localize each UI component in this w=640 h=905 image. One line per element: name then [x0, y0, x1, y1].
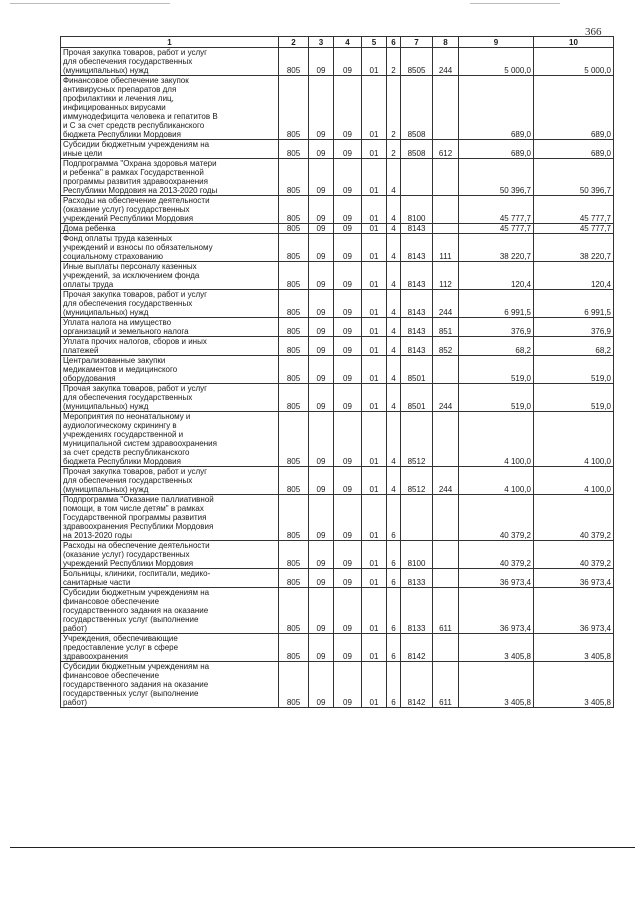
code-cs1: 01 [362, 569, 387, 588]
table-row [61, 140, 614, 159]
amount-total: 36 973,4 [534, 569, 614, 588]
amount-plan: 50 396,7 [459, 159, 534, 196]
code-rz: 09 [309, 318, 334, 337]
code-rz: 09 [309, 588, 334, 634]
code-rz: 09 [309, 196, 334, 224]
code-vr [433, 224, 459, 234]
code-vr [433, 495, 459, 541]
amount-plan: 6 991,5 [459, 290, 534, 318]
row-description: Фонд оплаты труда казенных учреждений и взносы по обязательному социальному страхованию [61, 234, 279, 262]
table-row [61, 234, 614, 262]
code-cs2: 6 [387, 569, 401, 588]
code-cs1: 01 [362, 262, 387, 290]
code-cs3: 8133 [401, 569, 433, 588]
row-description: Прочая закупка товаров, работ и услуг для обеспечения государственных (муниципальных) нужд [61, 384, 279, 412]
code-cs3: 8508 [401, 140, 433, 159]
code-cs2: 4 [387, 384, 401, 412]
table-row [61, 495, 614, 541]
code-vr [433, 159, 459, 196]
code-pr: 09 [334, 541, 362, 569]
table-row [61, 224, 614, 234]
amount-total: 50 396,7 [534, 159, 614, 196]
code-cs2: 4 [387, 290, 401, 318]
row-description: Иные выплаты персоналу казенных учреждений, за исключением фонда оплаты труда [61, 262, 279, 290]
code-cs1: 01 [362, 196, 387, 224]
header-cell: 8 [433, 37, 459, 48]
code-gr: 805 [279, 384, 309, 412]
code-cs1: 01 [362, 48, 387, 76]
code-cs3: 8512 [401, 412, 433, 467]
code-cs3: 8505 [401, 48, 433, 76]
table-row [61, 48, 614, 76]
code-cs3: 8142 [401, 662, 433, 708]
row-description: Больницы, клиники, госпитали, медико- санитарные части [61, 569, 279, 588]
code-cs1: 01 [362, 356, 387, 384]
code-vr: 244 [433, 384, 459, 412]
table-row [61, 662, 614, 708]
code-pr: 09 [334, 318, 362, 337]
amount-plan: 376,9 [459, 318, 534, 337]
code-cs3: 8143 [401, 262, 433, 290]
code-cs2: 4 [387, 318, 401, 337]
code-gr: 805 [279, 290, 309, 318]
row-description: Уплата прочих налогов, сборов и иных платежей [61, 337, 279, 356]
code-pr: 09 [334, 412, 362, 467]
code-cs1: 01 [362, 495, 387, 541]
code-cs2: 4 [387, 196, 401, 224]
code-rz: 09 [309, 662, 334, 708]
code-rz: 09 [309, 634, 334, 662]
code-pr: 09 [334, 262, 362, 290]
amount-plan: 689,0 [459, 140, 534, 159]
code-rz: 09 [309, 262, 334, 290]
top-scan-line-right [470, 3, 560, 4]
code-cs2: 4 [387, 262, 401, 290]
code-gr: 805 [279, 159, 309, 196]
amount-total: 68,2 [534, 337, 614, 356]
amount-total: 4 100,0 [534, 467, 614, 495]
header-cell: 7 [401, 37, 433, 48]
code-gr: 805 [279, 140, 309, 159]
amount-total: 45 777,7 [534, 196, 614, 224]
code-cs3 [401, 495, 433, 541]
code-cs3: 8501 [401, 384, 433, 412]
code-cs3: 8143 [401, 337, 433, 356]
amount-plan: 120,4 [459, 262, 534, 290]
code-pr: 09 [334, 159, 362, 196]
code-cs2: 4 [387, 159, 401, 196]
code-vr [433, 569, 459, 588]
code-pr: 09 [334, 224, 362, 234]
amount-plan: 3 405,8 [459, 634, 534, 662]
code-vr: 611 [433, 588, 459, 634]
row-description: Подпрограмма "Охрана здоровья матери и ребенка" в рамках Государственной программы развития здравоохранения Республики Мордовия на 2013-2020 годы [61, 159, 279, 196]
code-gr: 805 [279, 412, 309, 467]
code-cs2: 6 [387, 634, 401, 662]
code-vr: 112 [433, 262, 459, 290]
code-pr: 09 [334, 234, 362, 262]
table-row [61, 262, 614, 290]
header-cell: 10 [534, 37, 614, 48]
header-row [61, 37, 614, 48]
row-description: Субсидии бюджетным учреждениям на финансовое обеспечение государственного задания на оказание государственных услуг (выполнение работ) [61, 662, 279, 708]
amount-plan: 38 220,7 [459, 234, 534, 262]
code-vr: 851 [433, 318, 459, 337]
code-cs3: 8100 [401, 541, 433, 569]
code-cs3: 8143 [401, 318, 433, 337]
code-gr: 805 [279, 234, 309, 262]
table-row [61, 337, 614, 356]
code-cs2: 4 [387, 412, 401, 467]
amount-total: 5 000,0 [534, 48, 614, 76]
code-gr: 805 [279, 318, 309, 337]
amount-plan: 40 379,2 [459, 495, 534, 541]
amount-plan: 519,0 [459, 384, 534, 412]
amount-total: 40 379,2 [534, 541, 614, 569]
code-cs1: 01 [362, 541, 387, 569]
amount-total: 376,9 [534, 318, 614, 337]
code-vr [433, 356, 459, 384]
code-cs3: 8133 [401, 588, 433, 634]
code-vr: 111 [433, 234, 459, 262]
table-row [61, 541, 614, 569]
table-row [61, 384, 614, 412]
amount-plan: 45 777,7 [459, 196, 534, 224]
code-cs1: 01 [362, 140, 387, 159]
code-vr: 611 [433, 662, 459, 708]
code-cs3: 8508 [401, 76, 433, 140]
code-rz: 09 [309, 384, 334, 412]
code-gr: 805 [279, 495, 309, 541]
code-rz: 09 [309, 224, 334, 234]
amount-plan: 5 000,0 [459, 48, 534, 76]
code-rz: 09 [309, 234, 334, 262]
header-cell: 1 [61, 37, 279, 48]
code-gr: 805 [279, 662, 309, 708]
code-pr: 09 [334, 569, 362, 588]
row-description: Прочая закупка товаров, работ и услуг для обеспечения государственных (муниципальных) нужд [61, 290, 279, 318]
amount-total: 519,0 [534, 356, 614, 384]
code-rz: 09 [309, 495, 334, 541]
amount-total: 36 973,4 [534, 588, 614, 634]
code-cs1: 01 [362, 588, 387, 634]
code-rz: 09 [309, 412, 334, 467]
row-description: Учреждения, обеспечивающие предоставление услуг в сфере здравоохранения [61, 634, 279, 662]
code-vr [433, 76, 459, 140]
code-cs1: 01 [362, 234, 387, 262]
code-rz: 09 [309, 48, 334, 76]
code-cs1: 01 [362, 159, 387, 196]
code-cs1: 01 [362, 634, 387, 662]
code-pr: 09 [334, 662, 362, 708]
code-vr [433, 196, 459, 224]
amount-plan: 40 379,2 [459, 541, 534, 569]
table-row [61, 290, 614, 318]
code-vr: 612 [433, 140, 459, 159]
code-rz: 09 [309, 541, 334, 569]
table-row [61, 76, 614, 140]
table-row [61, 569, 614, 588]
header-cell: 5 [362, 37, 387, 48]
code-cs1: 01 [362, 318, 387, 337]
code-cs1: 01 [362, 224, 387, 234]
code-gr: 805 [279, 48, 309, 76]
code-pr: 09 [334, 48, 362, 76]
code-gr: 805 [279, 588, 309, 634]
code-rz: 09 [309, 467, 334, 495]
page-number: 366 [585, 26, 602, 38]
code-vr: 852 [433, 337, 459, 356]
code-pr: 09 [334, 196, 362, 224]
header-cell: 3 [309, 37, 334, 48]
code-gr: 805 [279, 337, 309, 356]
row-description: Субсидии бюджетным учреждениям на финансовое обеспечение государственного задания на оказание государственных услуг (выполнение работ) [61, 588, 279, 634]
code-cs2: 4 [387, 337, 401, 356]
amount-total: 519,0 [534, 384, 614, 412]
amount-plan: 519,0 [459, 356, 534, 384]
code-rz: 09 [309, 159, 334, 196]
amount-plan: 36 973,4 [459, 569, 534, 588]
code-pr: 09 [334, 140, 362, 159]
code-vr [433, 541, 459, 569]
row-description: Субсидии бюджетным учреждениям на иные цели [61, 140, 279, 159]
code-cs3: 8143 [401, 224, 433, 234]
row-description: Расходы на обеспечение деятельности (оказание услуг) государственных учреждений Республики Мордовия [61, 541, 279, 569]
amount-total: 3 405,8 [534, 634, 614, 662]
row-description: Расходы на обеспечение деятельности (оказание услуг) государственных учреждений Республики Мордовия [61, 196, 279, 224]
code-gr: 805 [279, 541, 309, 569]
code-pr: 09 [334, 588, 362, 634]
code-gr: 805 [279, 224, 309, 234]
amount-total: 689,0 [534, 140, 614, 159]
code-rz: 09 [309, 140, 334, 159]
code-vr [433, 634, 459, 662]
amount-plan: 4 100,0 [459, 412, 534, 467]
code-cs3: 8512 [401, 467, 433, 495]
code-cs1: 01 [362, 76, 387, 140]
table-row [61, 412, 614, 467]
amount-total: 689,0 [534, 76, 614, 140]
top-scan-line-left [10, 3, 170, 4]
amount-total: 3 405,8 [534, 662, 614, 708]
budget-table [60, 36, 614, 708]
table-body [61, 48, 614, 708]
code-pr: 09 [334, 495, 362, 541]
code-rz: 09 [309, 337, 334, 356]
code-cs2: 4 [387, 356, 401, 384]
code-cs1: 01 [362, 384, 387, 412]
header-cell: 6 [387, 37, 401, 48]
row-description: Дома ребенка [61, 224, 279, 234]
header-cell: 4 [334, 37, 362, 48]
code-gr: 805 [279, 467, 309, 495]
code-rz: 09 [309, 569, 334, 588]
amount-total: 4 100,0 [534, 412, 614, 467]
row-description: Мероприятия по неонатальному и аудиологическому скринингу в учреждениях государственной и муниципальной систем здравоохранения за счет средств республиканского бюджета Республики Мордовия [61, 412, 279, 467]
code-cs2: 4 [387, 234, 401, 262]
header-cell: 9 [459, 37, 534, 48]
code-gr: 805 [279, 569, 309, 588]
code-cs2: 2 [387, 76, 401, 140]
code-gr: 805 [279, 76, 309, 140]
code-cs1: 01 [362, 467, 387, 495]
code-gr: 805 [279, 634, 309, 662]
code-cs1: 01 [362, 412, 387, 467]
code-cs2: 6 [387, 662, 401, 708]
amount-total: 120,4 [534, 262, 614, 290]
header-cell: 2 [279, 37, 309, 48]
table-row [61, 467, 614, 495]
row-description: Подпрограмма "Оказание паллиативной помощи, в том числе детям" в рамках Государственной программы развития здравоохранения Республики Мордовия на 2013-2020 годы [61, 495, 279, 541]
code-cs3: 8143 [401, 234, 433, 262]
code-vr: 244 [433, 290, 459, 318]
code-pr: 09 [334, 76, 362, 140]
code-cs1: 01 [362, 662, 387, 708]
code-cs2: 6 [387, 588, 401, 634]
code-rz: 09 [309, 290, 334, 318]
table-row [61, 588, 614, 634]
code-cs3: 8143 [401, 290, 433, 318]
code-cs1: 01 [362, 337, 387, 356]
code-vr: 244 [433, 467, 459, 495]
table-row [61, 196, 614, 224]
row-description: Прочая закупка товаров, работ и услуг для обеспечения государственных (муниципальных) нужд [61, 48, 279, 76]
code-cs2: 2 [387, 48, 401, 76]
amount-plan: 689,0 [459, 76, 534, 140]
code-pr: 09 [334, 467, 362, 495]
amount-total: 40 379,2 [534, 495, 614, 541]
amount-plan: 68,2 [459, 337, 534, 356]
code-pr: 09 [334, 337, 362, 356]
code-vr: 244 [433, 48, 459, 76]
amount-total: 6 991,5 [534, 290, 614, 318]
code-gr: 805 [279, 196, 309, 224]
code-cs2: 4 [387, 467, 401, 495]
code-pr: 09 [334, 290, 362, 318]
row-description: Прочая закупка товаров, работ и услуг для обеспечения государственных (муниципальных) нужд [61, 467, 279, 495]
row-description: Финансовое обеспечение закупок антивирусных препаратов для профилактики и лечения лиц, инфицированных вирусами иммунодефицита человека и гепатитов В и С за счет средств республиканского бюджета Республики Мордовия [61, 76, 279, 140]
bottom-rule [10, 847, 635, 848]
amount-plan: 4 100,0 [459, 467, 534, 495]
code-pr: 09 [334, 634, 362, 662]
amount-total: 45 777,7 [534, 224, 614, 234]
table-row [61, 356, 614, 384]
code-cs3: 8501 [401, 356, 433, 384]
table-row [61, 318, 614, 337]
code-cs3: 8142 [401, 634, 433, 662]
amount-plan: 36 973,4 [459, 588, 534, 634]
row-description: Уплата налога на имущество организаций и земельного налога [61, 318, 279, 337]
code-gr: 805 [279, 356, 309, 384]
code-cs2: 4 [387, 224, 401, 234]
code-cs2: 2 [387, 140, 401, 159]
code-cs2: 6 [387, 495, 401, 541]
code-pr: 09 [334, 356, 362, 384]
table-row [61, 159, 614, 196]
code-cs1: 01 [362, 290, 387, 318]
code-rz: 09 [309, 76, 334, 140]
code-cs3: 8100 [401, 196, 433, 224]
amount-total: 38 220,7 [534, 234, 614, 262]
code-cs2: 6 [387, 541, 401, 569]
amount-plan: 45 777,7 [459, 224, 534, 234]
amount-plan: 3 405,8 [459, 662, 534, 708]
code-pr: 09 [334, 384, 362, 412]
code-vr [433, 412, 459, 467]
table-row [61, 634, 614, 662]
code-rz: 09 [309, 356, 334, 384]
row-description: Централизованные закупки медикаментов и медицинского оборудования [61, 356, 279, 384]
code-gr: 805 [279, 262, 309, 290]
code-cs3 [401, 159, 433, 196]
